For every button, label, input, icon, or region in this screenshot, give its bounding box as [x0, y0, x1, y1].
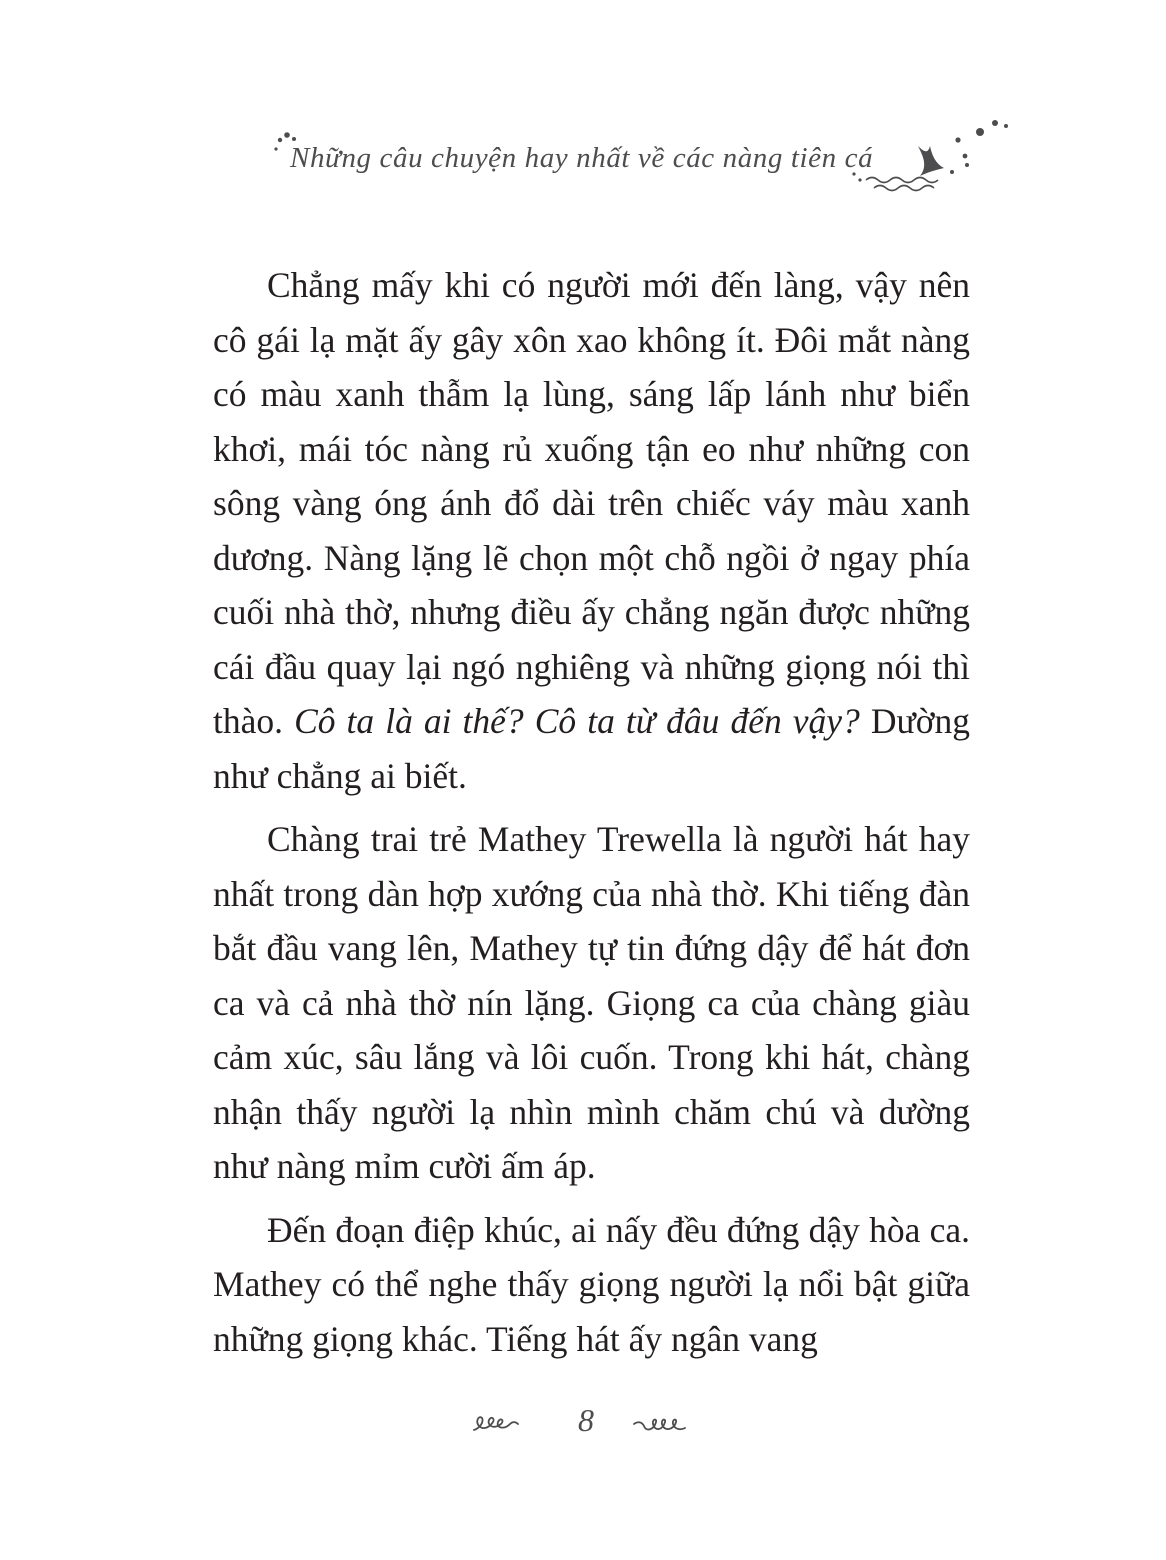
wave-icon — [874, 186, 934, 191]
bubble-icon — [858, 178, 861, 181]
paragraph-text: Chẳng mấy khi có người mới đến làng, vậy nên cô gái lạ mặt ấy gây xôn xao không ít. Đôi mắt nàng có màu xanh thẫm lạ lùng, sáng lấp lánh như biển khơi, mái tóc nàng rủ xuống tận eo như những con sông vàng óng ánh đổ dài trên chiếc váy màu xanh dương. Nàng lặng lẽ chọn một chỗ ngồi ở ngay phía cuối nhà thờ, nhưng điều ấy chẳng ngăn được những cái đầu quay lại ngó nghiêng và những giọng nói thì thào. — [213, 265, 970, 741]
bubble-icon — [284, 132, 290, 138]
bubble-icon — [278, 138, 282, 142]
paragraph-text: Dường như chẳng ai biết. — [213, 701, 971, 796]
italic-text: Cô ta là ai thế? Cô ta từ đâu đến vậy? — [294, 701, 860, 741]
bubble-icon — [1004, 124, 1008, 128]
wave-icon — [866, 178, 938, 183]
swirl-right-icon — [630, 1412, 710, 1436]
paragraph: Đến đoạn điệp khúc, ai nấy đều đứng dậy hòa ca. Mathey có thể nghe thấy giọng người lạ nổi bật giữa những giọng khác. Tiếng hát ấy ngân vang — [213, 1209, 970, 1359]
body-text — [213, 258, 970, 1375]
bubble-icon — [992, 120, 998, 126]
running-title: Những câu chuyện hay nhất về các nàng tiên cá — [290, 142, 874, 174]
bubble-icon — [292, 137, 296, 141]
swirl-left-icon — [470, 1412, 550, 1436]
page-footer — [470, 1398, 710, 1448]
page-number: 8 — [578, 1402, 594, 1438]
bubble-icon — [950, 170, 954, 174]
mermaid-tail-icon — [918, 146, 944, 176]
bubble-icon — [965, 163, 969, 167]
running-header — [268, 118, 1028, 208]
paragraph: Chàng trai trẻ Mathey Trewella là người hát hay nhất trong dàn hợp xướng của nhà thờ. Khi tiếng đàn bắt đầu vang lên, Mathey tự tin đứng dậy để hát đơn ca và cả nhà thờ nín lặng. Giọng ca của chàng giàu cảm xúc, sâu lắng và lôi cuốn. Trong khi hát, chàng nhận thấy người lạ nhìn mình chăm chú và dường như nàng mỉm cười ấm áp. — [213, 819, 970, 1186]
bubble-icon — [955, 137, 960, 142]
bubble-icon — [963, 154, 968, 159]
bubble-icon — [976, 128, 984, 136]
bubble-icon — [274, 147, 277, 150]
paragraph — [213, 258, 970, 803]
